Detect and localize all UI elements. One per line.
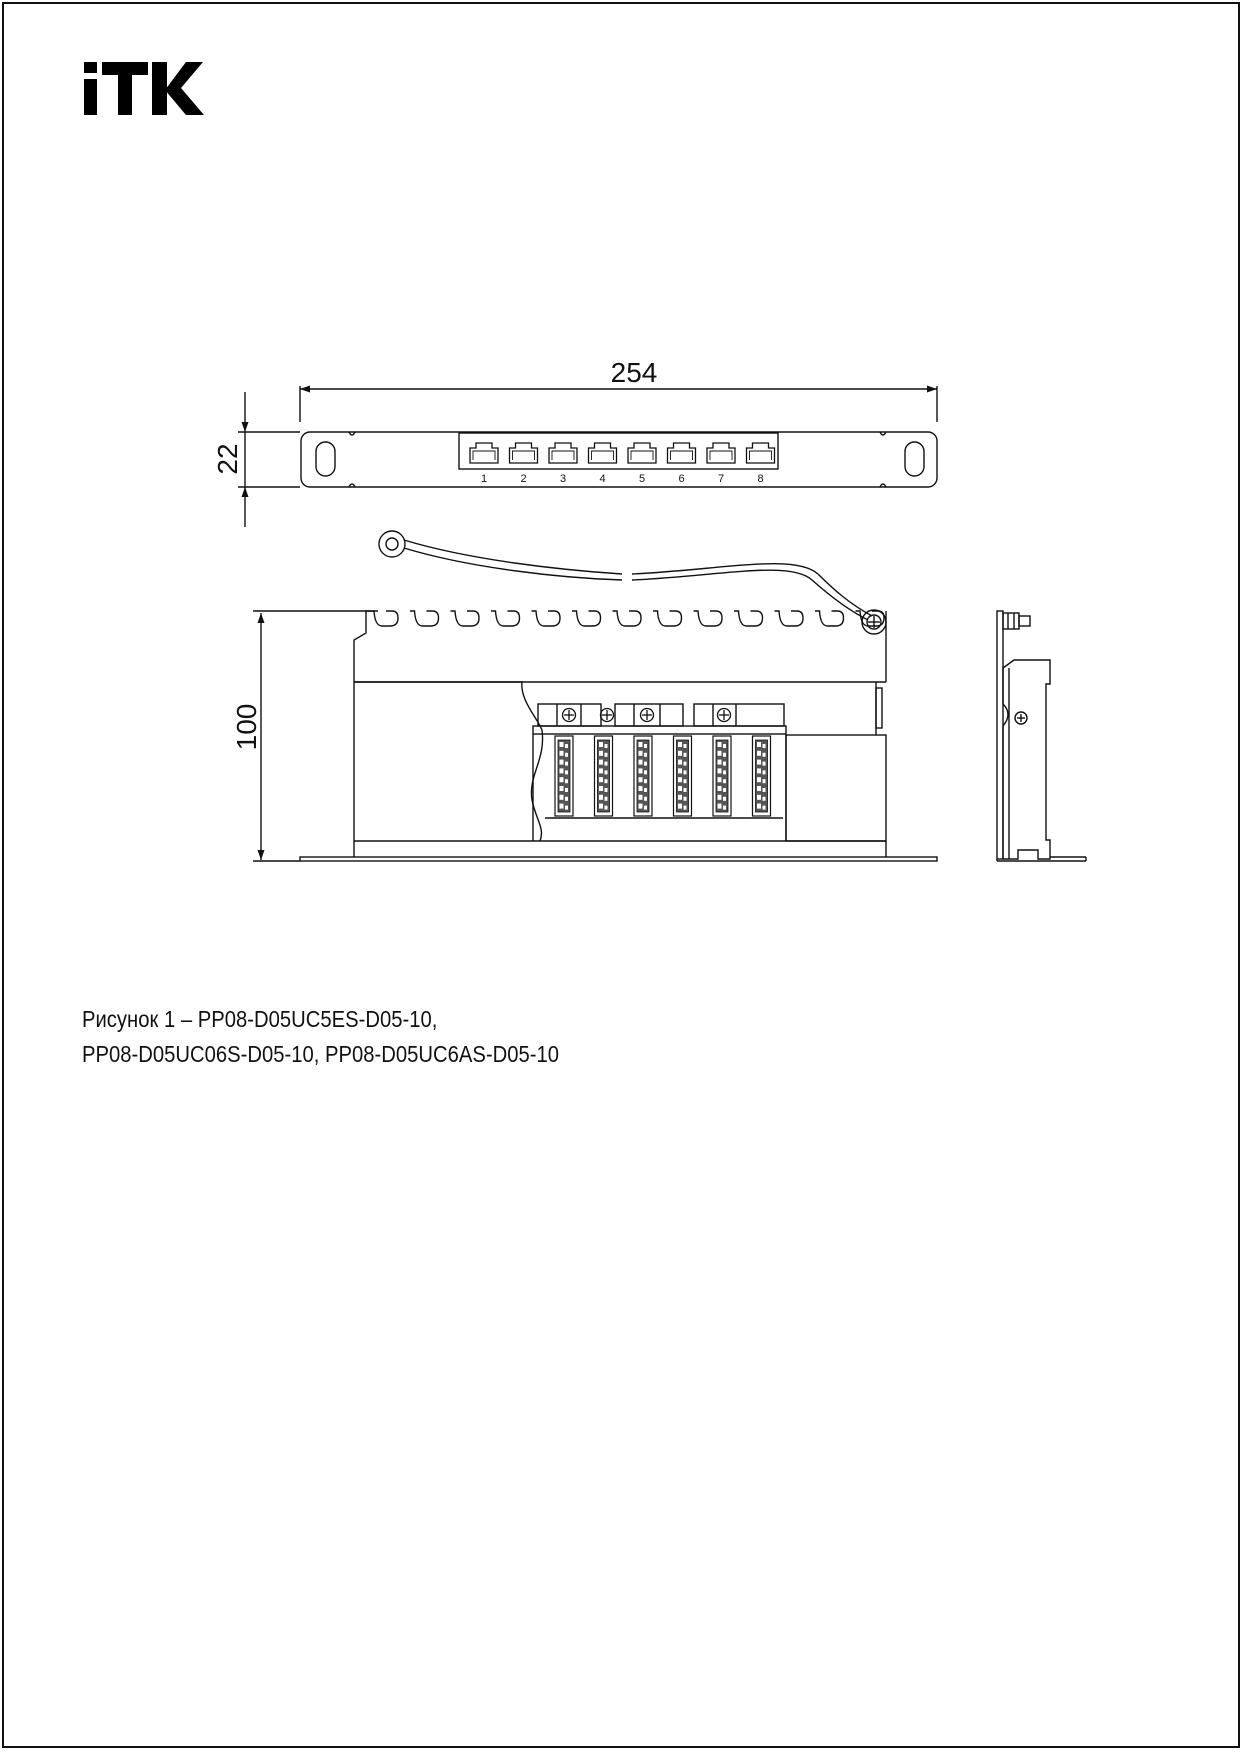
caption-line-1: Рисунок 1 – PP08-D05UC5ES-D05-10, [82, 1006, 438, 1032]
idc-block-3 [634, 736, 652, 816]
cable-comb [354, 611, 886, 682]
idc-block-1 [555, 736, 573, 816]
end-view [997, 611, 1086, 861]
base-plate [300, 857, 937, 861]
dimension-depth-label: 100 [231, 703, 262, 751]
port-number: 7 [717, 473, 725, 485]
port-number: 2 [520, 473, 527, 485]
rj45-port-5 [628, 443, 656, 485]
port-number: 4 [599, 473, 606, 485]
rj45-port-4 [589, 443, 617, 485]
ground-ring [379, 531, 405, 557]
mount-slot-left [316, 442, 335, 476]
idc-block-2 [595, 736, 613, 816]
itk-logo [84, 62, 204, 115]
drawing-lines [238, 386, 937, 527]
panel-front [301, 432, 937, 487]
clamp-3 [694, 704, 784, 726]
rj45-port-3 [549, 443, 577, 485]
rj45-port-6 [668, 443, 696, 485]
port-number: 3 [559, 473, 567, 485]
caption-line-2: PP08-D05UC06S-D05-10, PP08-D05UC6AS-D05-10 [82, 1041, 560, 1067]
figure-caption [82, 1002, 559, 1072]
cover-box [786, 735, 886, 841]
idc-blocks [555, 736, 771, 816]
clamp-screw-1 [563, 709, 576, 722]
port-number: 5 [638, 473, 646, 485]
port-group [470, 443, 775, 485]
dimension-height-label: 22 [212, 443, 243, 475]
idc-block-4 [674, 736, 692, 816]
clamp-screw-2 [601, 709, 614, 722]
screw-group [563, 709, 731, 722]
clamp-screw-4 [718, 709, 731, 722]
port-number: 6 [678, 473, 685, 485]
rj45-port-7 [707, 443, 735, 485]
clamp-screw-3 [641, 709, 654, 722]
rj45-port-1 [470, 443, 498, 485]
port-number: 1 [480, 473, 488, 485]
dimension-width-label: 254 [610, 357, 658, 388]
rj45-port-8 [747, 443, 775, 485]
rj45-port-2 [510, 443, 538, 485]
idc-block-5 [713, 736, 731, 816]
mount-slot-right [905, 442, 924, 476]
idc-block-6 [753, 736, 771, 816]
port-number: 8 [757, 473, 764, 485]
